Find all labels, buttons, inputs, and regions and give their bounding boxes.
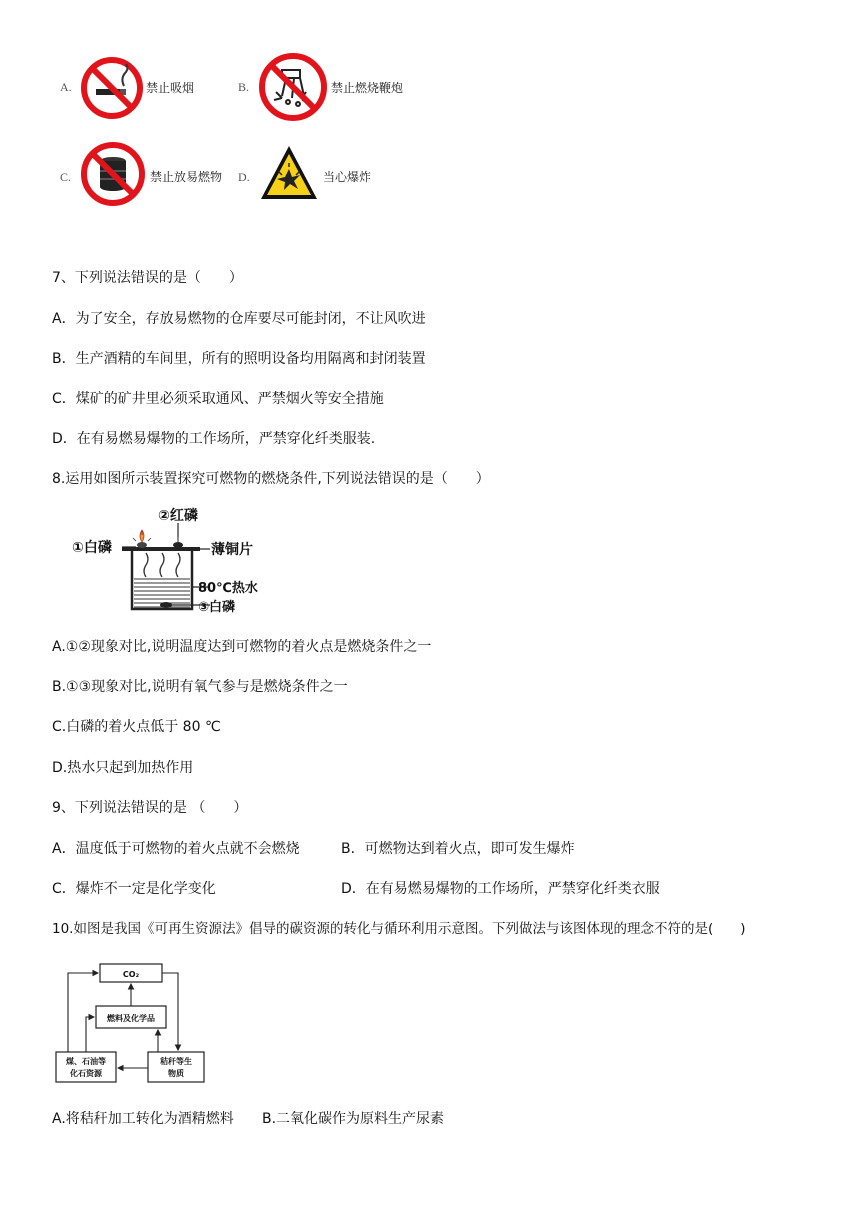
fuel-label: 燃料及化学品	[107, 1014, 155, 1023]
q10-carbon-cycle-diagram	[52, 960, 212, 1088]
q9-option-c: C．爆炸不一定是化学变化	[52, 881, 216, 897]
q8-option-c: C.白磷的着火点低于 80 ℃	[52, 719, 221, 735]
explosion-warning-icon	[258, 143, 320, 203]
no-flammable-icon	[80, 141, 146, 207]
label-white-phosphorus-bottom: ③白磷	[198, 600, 236, 615]
q10-option-b: B.二氧化碳作为原料生产尿素	[262, 1111, 445, 1127]
co2-label: CO₂	[122, 970, 140, 979]
straw-label-line2: 物质	[168, 1069, 184, 1078]
q6-option-b-label: 禁止燃烧鞭炮	[331, 81, 404, 95]
q6-option-c-letter: C.	[60, 170, 72, 184]
q8-stem: 8.运用如图所示装置探究可燃物的燃烧条件,下列说法错误的是（ ）	[52, 471, 490, 487]
q9-stem: 9、下列说法错误的是 （ ）	[52, 800, 248, 816]
q7-option-c: C．煤矿的矿井里必须采取通风、严禁烟火等安全措施	[52, 391, 384, 407]
q9-option-d: D．在有易燃易爆物的工作场所，严禁穿化纤类衣服	[341, 881, 660, 897]
q9-option-b: B．可燃物达到着火点，即可发生爆炸	[341, 841, 575, 857]
label-copper-sheet: 薄铜片	[211, 542, 253, 558]
q8-option-b: B.①③现象对比,说明有氧气参与是燃烧条件之一	[52, 679, 348, 695]
q7-option-a: A．为了安全，存放易燃物的仓库要尽可能封闭，不让风吹进	[52, 311, 426, 327]
q8-apparatus-figure	[70, 505, 270, 617]
q9-option-a: A．温度低于可燃物的着火点就不会燃烧	[52, 841, 300, 857]
fossil-label-line1: 煤、石油等	[66, 1057, 106, 1066]
q10-option-a: A.将秸秆加工转化为酒精燃料	[52, 1111, 234, 1127]
label-red-phosphorus: ②红磷	[158, 508, 198, 524]
q6-option-a-letter: A.	[60, 80, 72, 94]
q6-option-c-label: 禁止放易燃物	[150, 170, 223, 184]
label-white-phosphorus-top: ①白磷	[72, 540, 112, 556]
q6-option-d-letter: D.	[238, 170, 250, 184]
q8-option-a: A.①②现象对比,说明温度达到可燃物的着火点是燃烧条件之一	[52, 639, 432, 655]
no-fireworks-icon	[258, 52, 328, 122]
q6-option-a-label: 禁止吸烟	[146, 81, 195, 95]
straw-label-line1: 秸秆等生	[160, 1057, 192, 1066]
q6-option-d-label: 当心爆炸	[323, 170, 372, 184]
no-smoking-icon	[80, 56, 144, 120]
label-hot-water: 80℃热水	[198, 581, 258, 596]
q6-option-b-letter: B.	[238, 80, 250, 94]
q8-option-d: D.热水只起到加热作用	[52, 760, 194, 776]
q7-stem: 7、下列说法错误的是（ ）	[52, 270, 243, 286]
fossil-label-line2: 化石资源	[70, 1069, 102, 1078]
q7-option-d: D．在有易燃易爆物的工作场所，严禁穿化纤类服装.	[52, 431, 376, 447]
q10-stem: 10.如图是我国《可再生资源法》倡导的碳资源的转化与循环利用示意图。下列做法与该图体现的理念不符的是( )	[52, 921, 746, 937]
q7-option-b: B．生产酒精的车间里，所有的照明设备均用隔离和封闭装置	[52, 351, 426, 367]
